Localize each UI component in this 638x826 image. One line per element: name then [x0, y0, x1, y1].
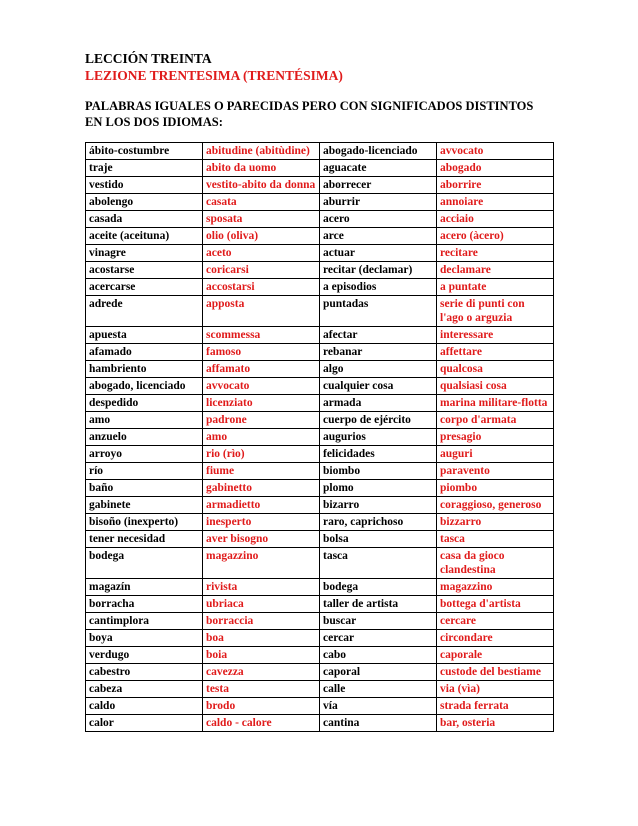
italian-translation-cell: caldo - calore [203, 715, 320, 732]
italian-translation-cell: caporale [437, 647, 554, 664]
italian-translation-cell: casata [203, 194, 320, 211]
italian-translation-cell: magazzino [203, 548, 320, 579]
spanish-word-cell: acostarse [86, 262, 203, 279]
spanish-word-cell: bisoño (inexperto) [86, 514, 203, 531]
spanish-word-cell: algo [320, 361, 437, 378]
italian-translation-cell: gabinetto [203, 480, 320, 497]
spanish-word-cell: vía [320, 698, 437, 715]
vocabulary-table [85, 142, 554, 732]
italian-translation-cell: sposata [203, 211, 320, 228]
italian-translation-cell: accostarsi [203, 279, 320, 296]
subtitle-line-2: EN LOS DOS IDIOMAS: [85, 115, 223, 129]
table-row [86, 446, 554, 463]
lesson-title-spanish: LECCIÓN TREINTA [85, 51, 212, 66]
table-row [86, 698, 554, 715]
table-row [86, 480, 554, 497]
spanish-word-cell: baño [86, 480, 203, 497]
spanish-word-cell: tener necesidad [86, 531, 203, 548]
table-row [86, 514, 554, 531]
spanish-word-cell: apuesta [86, 327, 203, 344]
italian-translation-cell: bizzarro [437, 514, 554, 531]
spanish-word-cell: taller de artista [320, 596, 437, 613]
spanish-word-cell: caldo [86, 698, 203, 715]
spanish-word-cell: vestido [86, 177, 203, 194]
table-row [86, 361, 554, 378]
spanish-word-cell: augurios [320, 429, 437, 446]
italian-translation-cell: olio (oliva) [203, 228, 320, 245]
table-row [86, 228, 554, 245]
italian-translation-cell: affamato [203, 361, 320, 378]
spanish-word-cell: actuar [320, 245, 437, 262]
italian-translation-cell: qualsiasi cosa [437, 378, 554, 395]
table-row [86, 497, 554, 514]
italian-translation-cell: aborrire [437, 177, 554, 194]
table-row [86, 143, 554, 160]
table-row [86, 463, 554, 480]
italian-translation-cell: custode del bestiame [437, 664, 554, 681]
spanish-word-cell: vinagre [86, 245, 203, 262]
spanish-word-cell: cuerpo de ejército [320, 412, 437, 429]
table-row [86, 378, 554, 395]
spanish-word-cell: gabinete [86, 497, 203, 514]
italian-translation-cell: rivista [203, 579, 320, 596]
spanish-word-cell: boya [86, 630, 203, 647]
italian-translation-cell: recitare [437, 245, 554, 262]
italian-translation-cell: vestito-abito da donna [203, 177, 320, 194]
italian-translation-cell: acero (àcero) [437, 228, 554, 245]
spanish-word-cell: biombo [320, 463, 437, 480]
italian-translation-cell: affettare [437, 344, 554, 361]
table-row [86, 531, 554, 548]
spanish-word-cell: recitar (declamar) [320, 262, 437, 279]
italian-translation-cell: boa [203, 630, 320, 647]
italian-translation-cell: circondare [437, 630, 554, 647]
table-row [86, 245, 554, 262]
document-page [85, 50, 555, 732]
spanish-word-cell: calle [320, 681, 437, 698]
italian-translation-cell: boia [203, 647, 320, 664]
spanish-word-cell: a episodios [320, 279, 437, 296]
spanish-word-cell: ábito-costumbre [86, 143, 203, 160]
table-row [86, 429, 554, 446]
spanish-word-cell: bizarro [320, 497, 437, 514]
subtitle-line-1: PALABRAS IGUALES O PARECIDAS PERO CON SIGNIFICADOS DISTINTOS [85, 99, 534, 113]
italian-translation-cell: amo [203, 429, 320, 446]
spanish-word-cell: calor [86, 715, 203, 732]
spanish-word-cell: cualquier cosa [320, 378, 437, 395]
spanish-word-cell: aburrir [320, 194, 437, 211]
spanish-word-cell: arce [320, 228, 437, 245]
table-row [86, 630, 554, 647]
spanish-word-cell: amo [86, 412, 203, 429]
spanish-word-cell: felicidades [320, 446, 437, 463]
italian-translation-cell: magazzino [437, 579, 554, 596]
italian-translation-cell: padrone [203, 412, 320, 429]
italian-translation-cell: interessare [437, 327, 554, 344]
spanish-word-cell: hambriento [86, 361, 203, 378]
spanish-word-cell: casada [86, 211, 203, 228]
italian-translation-cell: strada ferrata [437, 698, 554, 715]
spanish-word-cell: aceite (aceituna) [86, 228, 203, 245]
italian-translation-cell: armadietto [203, 497, 320, 514]
spanish-word-cell: adrede [86, 296, 203, 327]
spanish-word-cell: cabeza [86, 681, 203, 698]
italian-translation-cell: serie di punti con l'ago o arguzia [437, 296, 554, 327]
spanish-word-cell: caporal [320, 664, 437, 681]
italian-translation-cell: auguri [437, 446, 554, 463]
table-row [86, 194, 554, 211]
spanish-word-cell: abogado-licenciado [320, 143, 437, 160]
vocabulary-table-body [86, 143, 554, 732]
italian-translation-cell: a puntate [437, 279, 554, 296]
italian-translation-cell: cercare [437, 613, 554, 630]
italian-translation-cell: abito da uomo [203, 160, 320, 177]
spanish-word-cell: bodega [86, 548, 203, 579]
spanish-word-cell: cantina [320, 715, 437, 732]
section-subtitle [85, 98, 555, 130]
italian-translation-cell: aver bisogno [203, 531, 320, 548]
italian-translation-cell: inesperto [203, 514, 320, 531]
spanish-word-cell: bolsa [320, 531, 437, 548]
spanish-word-cell: bodega [320, 579, 437, 596]
spanish-word-cell: cabestro [86, 664, 203, 681]
table-row [86, 548, 554, 579]
table-row [86, 296, 554, 327]
spanish-word-cell: despedido [86, 395, 203, 412]
italian-translation-cell: abogado [437, 160, 554, 177]
table-row [86, 579, 554, 596]
spanish-word-cell: cabo [320, 647, 437, 664]
italian-translation-cell: avvocato [203, 378, 320, 395]
italian-translation-cell: rio (rìo) [203, 446, 320, 463]
italian-translation-cell: via (vìa) [437, 681, 554, 698]
spanish-word-cell: afectar [320, 327, 437, 344]
italian-translation-cell: paravento [437, 463, 554, 480]
italian-translation-cell: coricarsi [203, 262, 320, 279]
italian-translation-cell: apposta [203, 296, 320, 327]
spanish-word-cell: cantimplora [86, 613, 203, 630]
table-row [86, 412, 554, 429]
spanish-word-cell: borracha [86, 596, 203, 613]
italian-translation-cell: presagio [437, 429, 554, 446]
table-row [86, 596, 554, 613]
italian-translation-cell: bottega d'artista [437, 596, 554, 613]
table-row [86, 262, 554, 279]
spanish-word-cell: abogado, licenciado [86, 378, 203, 395]
spanish-word-cell: aguacate [320, 160, 437, 177]
italian-translation-cell: testa [203, 681, 320, 698]
italian-translation-cell: licenziato [203, 395, 320, 412]
table-row [86, 613, 554, 630]
table-row [86, 715, 554, 732]
italian-translation-cell: bar, osteria [437, 715, 554, 732]
italian-translation-cell: corpo d'armata [437, 412, 554, 429]
italian-translation-cell: ubriaca [203, 596, 320, 613]
table-row [86, 395, 554, 412]
table-row [86, 279, 554, 296]
spanish-word-cell: arroyo [86, 446, 203, 463]
spanish-word-cell: anzuelo [86, 429, 203, 446]
spanish-word-cell: acercarse [86, 279, 203, 296]
italian-translation-cell: fiume [203, 463, 320, 480]
spanish-word-cell: tasca [320, 548, 437, 579]
italian-translation-cell: cavezza [203, 664, 320, 681]
spanish-word-cell: raro, caprichoso [320, 514, 437, 531]
table-row [86, 327, 554, 344]
italian-translation-cell: declamare [437, 262, 554, 279]
spanish-word-cell: acero [320, 211, 437, 228]
italian-translation-cell: avvocato [437, 143, 554, 160]
table-row [86, 647, 554, 664]
spanish-word-cell: aborrecer [320, 177, 437, 194]
table-row [86, 160, 554, 177]
italian-translation-cell: marina militare-flotta [437, 395, 554, 412]
italian-translation-cell: aceto [203, 245, 320, 262]
table-row [86, 177, 554, 194]
spanish-word-cell: rebanar [320, 344, 437, 361]
italian-translation-cell: abitudine (abitùdine) [203, 143, 320, 160]
table-row [86, 664, 554, 681]
lesson-title-italian: LEZIONE TRENTESIMA (TRENTÉSIMA) [85, 68, 343, 83]
italian-translation-cell: brodo [203, 698, 320, 715]
table-row [86, 211, 554, 228]
spanish-word-cell: magazín [86, 579, 203, 596]
spanish-word-cell: buscar [320, 613, 437, 630]
spanish-word-cell: verdugo [86, 647, 203, 664]
spanish-word-cell: puntadas [320, 296, 437, 327]
spanish-word-cell: río [86, 463, 203, 480]
italian-translation-cell: tasca [437, 531, 554, 548]
italian-translation-cell: scommessa [203, 327, 320, 344]
spanish-word-cell: traje [86, 160, 203, 177]
italian-translation-cell: piombo [437, 480, 554, 497]
spanish-word-cell: abolengo [86, 194, 203, 211]
table-row [86, 681, 554, 698]
spanish-word-cell: armada [320, 395, 437, 412]
table-row [86, 344, 554, 361]
italian-translation-cell: coraggioso, generoso [437, 497, 554, 514]
spanish-word-cell: plomo [320, 480, 437, 497]
italian-translation-cell: annoiare [437, 194, 554, 211]
italian-translation-cell: acciaio [437, 211, 554, 228]
spanish-word-cell: cercar [320, 630, 437, 647]
italian-translation-cell: qualcosa [437, 361, 554, 378]
italian-translation-cell: casa da gioco clandestina [437, 548, 554, 579]
italian-translation-cell: famoso [203, 344, 320, 361]
spanish-word-cell: afamado [86, 344, 203, 361]
italian-translation-cell: borraccia [203, 613, 320, 630]
